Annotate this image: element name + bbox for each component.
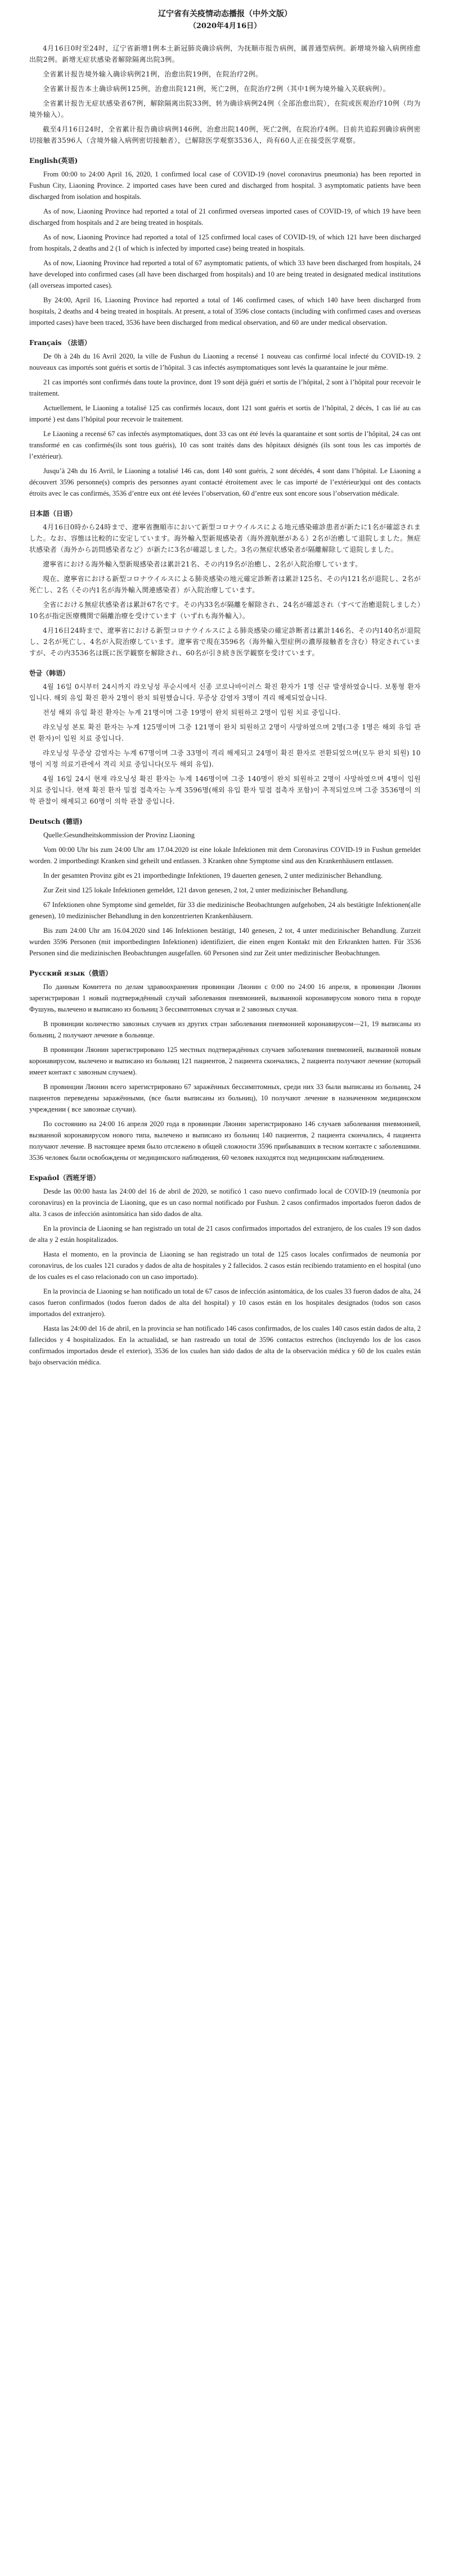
section-ru (29, 968, 421, 1163)
paragraph-zh: 全省累计报告境外输入确诊病例21例，治愈出院19例，在院治疗2例。 (43, 70, 263, 78)
paragraph-ja: 遼寧省における海外輸入型新規感染者は累計21名、その内19名が治癒し、2名が入院治療しています。 (43, 560, 362, 568)
document-date: （2020年4月16日） (188, 22, 262, 30)
paragraph-zh: 4月16日0时至24时，辽宁省新增1例本土新冠肺炎确诊病例，为抚顺市报告病例，属普通型病例。新增境外输入病例痊愈出院2例。新增无症状感染者解除隔离出院3例。 (29, 44, 421, 64)
section-heading-ja: 日本語（日语） (29, 510, 77, 518)
paragraph-ru: По состоянию на 24:00 16 апреля 2020 года в провинции Ляонин зарегистрировано 146 случаев заболевания пневмонией, вызванной коронавирусом нового типа, вылечено и выписано из больниц 140 пациентов, 2 пациента скончались, 4 пациента получают лечение. В настоящее время было отслежено в общей сложности 3596 прибывавших в тесном контакте с заболевшими. 3536 человек были освобождены от медицинского наблюдения, 60 человек находятся под медицинским наблюдением. (29, 1120, 421, 1162)
paragraph-es: Desde las 00:00 hasta las 24:00 del 16 de abril de 2020, se notificó 1 caso nuevo confirmado local de COVID-19 (neumonía por coronavirus) en la provincia de Liaoning, que es un caso normal notificado por Fushun. 2 casos confirmados importados fueron dados de alta. 3 casos de infección asintomática han sido dados de alta. (29, 1187, 421, 1218)
paragraph-fr: 21 cas importés sont confirmés dans toute la province, dont 19 sont déjà guéri et sortis de l’hôpital, 2 sont à l’hôpital pour recevoir le traitement. (29, 378, 421, 397)
paragraph-fr: Actuellement, le Liaoning a totalisé 125 cas confirmés locaux, dont 121 sont guéris et sortis de l’hôpital, 2 décès, 1 cas lié au cas importé ) est dans l’hôpital pour recevoir le traitement. (29, 404, 421, 423)
paragraph-en: As of now, Liaoning Province had reported a total of 67 asymptomatic patients, of which 33 have been discharged from hospitals, 24 have developed into confirmed cases (all have been discharged from hospitals) and 10 are being treated in designated medical institutions (all overseas imported cases). (29, 259, 421, 289)
paragraph-ko: 전성 해외 유입 확진 환자는 누계 21명이며 그중 19명이 완치 퇴원하고 2명이 입원 치료 중입니다. (43, 709, 341, 716)
section-en (29, 155, 421, 328)
section-heading-ko: 한글（韩语） (29, 669, 70, 677)
section-fr (29, 337, 421, 499)
paragraph-de: Vom 00:00 Uhr bis zum 24:00 Uhr am 17.04.2020 ist eine lokale Infektionen mit dem Coronavirus COVID-19 in Fushun gemeldet worden. 2 importbedingt Kranken sind geheilt und entlassen. 3 Kranken ohne Symptome sind aus den Krankenhäusern entlassen. (29, 846, 421, 865)
paragraph-ru: В провинции количество завозных случаев из других стран заболевания пневмонией коронавирусом—21, 19 выписаны из больниц, 2 получают лечение в больнице. (29, 1020, 421, 1039)
paragraph-ja: 全省における無症状感染者は累計67名です。その内33名が隔離を解除され、24名が確認され（すべて治癒退院しました）10名が指定医療機関で隔離治療を受けています（いずれも海外輸入）。 (29, 601, 421, 620)
paragraph-ru: В провинции Ляонин зарегистрировано 125 местных подтверждённых случаев заболевания пневмонией, вызванной новым коронавирусом, вылечено и выписано из больниц 121 пациентов, 2 пациента скончались, 2 пациента получают лечение (который имеет контакт с завозным случаем). (29, 1046, 421, 1076)
section-es (29, 1172, 421, 1368)
paragraph-ja: 現在、遼寧省における新型コロナウイルスによる肺炎感染の地元確定診断者は累計125名、その内121名が退院し、2名が死亡し、2名（その内1名が海外輸入関連感染者）が入院治療しています。 (29, 575, 421, 594)
paragraph-ko: 랴오닝성 무증상 감염자는 누계 67명이며 그중 33명이 격리 해제되고 24명이 확진 환자로 전환되었으며(모두 완치 퇴원) 10명이 지정 의료기관에서 격리 치료 중입니다(모두 해외 유입). (29, 749, 421, 768)
paragraph-de: Quelle:Gesundheitskommission der Provinz Liaoning (43, 831, 195, 839)
paragraph-ja: 4月16日24時まで、遼寧省における新型コロナウイルスによる肺炎感染の確定診断者は累計146名、その内140名が退院し、2名が死亡し、4名が入院治療しています。遼寧省で現在3596名（海外輸入型症例の濃厚接触者を含む）特定されていますが、その内3536名は既に医学観察を解除され、60名が引き続き医学観察を受けています。 (29, 627, 421, 657)
paragraph-ko: 4월 16일 24시 현재 랴오닝성 확진 환자는 누계 146명이며 그중 140명이 완치 퇴원하고 2명이 사망하였으며 4명이 입원 치료 중입니다. 현재 확진 환자 밀접 접촉자는 누계 3596명(해외 유입 환자 밀접 접촉자 포함)이 추적되었으며 그중 3536명이 의학 관찰이 해제되고 60명이 의학 관찰 중입니다. (29, 775, 421, 805)
paragraph-en: From 00:00 to 24:00 April 16, 2020, 1 confirmed local case of COVID-19 (novel coronavirus pneumonia) has been reported in Fushun City, Liaoning Province. 2 imported cases have been cured and discharged from hospital. 3 asymptomatic patients have been discharged from isolation and hospitals. (29, 170, 421, 201)
section-heading-en: English(英语) (29, 157, 78, 165)
paragraph-en: As of now, Liaoning Province had reported a total of 21 confirmed overseas imported cases of COVID-19, of which 19 have been discharged from hospitals and 2 are being treated in hospitals. (29, 207, 421, 226)
paragraph-de: Bis zum 24:00 Uhr am 16.04.2020 sind 146 Infektionen bestätigt, 140 genesen, 2 tot, 4 unter medizinischer Behandlung. Zurzeit wurden 3596 Personen (mit importbedingten Infektionen) identifiziert, die einen engen Kontakt mit den Erkrankten hatten. Für 3536 Personen sind die medizinischen Beobachtungen ausgefallen. 60 Personen sind zur Zeit unter medizinischer Beobachtungen. (29, 927, 421, 957)
section-ko (29, 668, 421, 807)
document-title: 辽宁省有关疫情动态播报（中外文版） (158, 10, 292, 19)
paragraph-fr: De 0h à 24h du 16 Avril 2020, la ville de Fushun du Liaoning a recensé 1 nouveau cas confirmé local infecté du COVID-19. 2 nouveaux cas importés sont guéris et sortis de l’hôpital. 3 cas infectés asymptomatiques sont levés la quarantaine le jour même. (29, 352, 421, 371)
section-ja (29, 508, 421, 659)
paragraph-de: In der gesamten Provinz gibt es 21 importbedingte Infektionen, 19 dauerten genesen, 2 unter medizinischer Behandlung. (43, 872, 383, 879)
paragraph-es: En la provincia de Liaoning se han registrado un total de 21 casos confirmados importados del extranjero, de los cuales 19 son dados de alta y 2 están hospitalizados. (29, 1224, 421, 1244)
paragraph-ja: 4月16日0時から24時まで、遼寧省撫順市において新型コロナウイルスによる地元感染確診患者が新たに1名が確認されました。なお、容態は比較的に安定しています。海外輸入型新規感染者（海外渡航歴がある）2名が治癒して退院しました。無症状感染者（海外から訪問感染者など）が新たに3名が確認しました。3名の無症状感染者が隔離解除して退院しました。 (29, 523, 421, 554)
paragraph-fr: Le Liaoning a recensé 67 cas infectés asymptomatiques, dont 33 cas ont été levés la quarantaine et sont sortis de l’hôpital, 24 cas ont transformé en cas confirmés(ils sont tous guéris), 10 cas sont traités dans des hôpitaux désignés (ils sont tous les cas importés de l’extérieur). (29, 430, 421, 460)
section-heading-de: Deutsch (德语) (29, 818, 83, 826)
paragraph-zh: 全省累计报告本土确诊病例125例，治愈出院121例，死亡2例，在院治疗2例（其中1例为境外输入关联病例）。 (43, 85, 390, 93)
paragraph-ru: По данным Комитета по делам здравоохранения провинции Ляонин с 0:00 по 24:00 16 апреля, в провинции Ляонин зарегистрирован 1 новый подтверждённый случай заболевания пневмонией, вызванной коронавирусом нового типа в городе Фушунь, вылечено и выписано из больниц 3 бессимптомных случая и 2 завозных случая. (29, 983, 421, 1013)
paragraph-es: Hasta el momento, en la provincia de Liaoning se han registrado un total de 125 casos locales confirmados de neumonía por coronavirus, de los cuales 121 curados y dados de alta de hospitales y 2 fallecidos. 2 casos están recibiendo tratamiento en el hospital (uno de los cuales es el caso relacionado con un caso importado). (29, 1250, 421, 1281)
paragraph-ko: 랴오닝성 본토 확진 환자는 누계 125명이며 그중 121명이 완치 퇴원하고 2명이 사망하였으며 2명(그중 1명은 해외 유입 관련 환자)이 입원 치료 중입니다. (29, 723, 421, 742)
section-de (29, 816, 421, 959)
paragraph-ko: 4월 16일 0시부터 24시까지 랴오닝성 푸순시에서 신종 코로나바이러스 확진 환자가 1명 신규 발생하였습니다. 보통형 환자입니다. 해외 유입 확진 환자 2명이 완치 퇴원했습니다. 무증상 감염자 3명이 격리 해제되었습니다. (29, 683, 421, 702)
paragraph-de: Zur Zeit sind 125 lokale Infektionen gemeldet, 121 davon genesen, 2 tot, 2 unter medizinischer Behandlung. (43, 886, 349, 894)
section-heading-es: Español（西班牙语） (29, 1174, 100, 1182)
paragraph-zh: 截至4月16日24时，全省累计报告确诊病例146例，治愈出院140例，死亡2例，在院治疗4例。目前共追踪到确诊病例密切接触者3596人（含境外输入病例密切接触者），已解除医学观察3536人，尚有60人正在接受医学观察。 (29, 125, 421, 144)
paragraph-es: Hasta las 24:00 del 16 de abril, en la provincia se han notificado 146 casos confirmados, de los cuales 140 casos están dados de alta, 2 fallecidos y 4 hospitalizados. En la actualidad, se han rastreado un total de 3596 contactos estrechos (incluyendo los de los casos confirmados importados desde el exterior), 3536 de los cuales han sido dados de alta de la observación médica y 60 de los cuales están bajo observación médica. (29, 1325, 421, 1366)
paragraph-de: 67 Infektionen ohne Symptome sind gemeldet, für 33 die medizinische Beobachtungen aufgehoben, 24 als bestätigte Infektionen(alle genesen), 10 medizinischer Behandlung in den konzentrierten Krankenhäusern. (29, 901, 421, 920)
bulletin-document (29, 0, 421, 1382)
section-heading-fr: Français （法语） (29, 339, 91, 347)
language-sections (29, 43, 421, 1368)
paragraph-en: As of now, Liaoning Province had reported a total of 125 confirmed local cases of COVID-19, of which 121 have been discharged from hospitals, 2 deaths and 2 (1 of which is infected by imported case) being treated in hospitals. (29, 233, 421, 252)
paragraph-zh: 全省累计报告无症状感染者67例，解除隔离出院33例，转为确诊病例24例（全部治愈出院），在院或医观治疗10例（均为境外输入）。 (29, 99, 421, 119)
section-zh (29, 43, 421, 146)
paragraph-es: En la provincia de Liaoning se han notificado un total de 67 casos de infección asintomática, de los cuales 33 fueron dados de alta, 24 casos fueron confirmados (todos fueron dados de alta del hospital) y 10 casos están en los hospitales designados (todos son casos importados del extranjero). (29, 1287, 421, 1318)
paragraph-ru: В провинции Ляонин всего зарегистрировано 67 заражённых бессимптомных, среди них 33 были выписаны из больниц, 24 пациентов переведены заражёнными, (все были выписаны из больниц), 10 получают лечение в назначенном медицинском учреждении ( все завозные случаи). (29, 1083, 421, 1113)
paragraph-en: By 24:00, April 16, Liaoning Province had reported a total of 146 confirmed cases, of which 140 have been discharged from hospitals, 2 deaths and 4 being treated in hospitals. At present, a total of 3596 close contacts (including with confirmed cases and overseas imported cases) have been traced, 3536 have been discharged from medical observation, and 60 are under medical observation. (29, 296, 421, 326)
paragraph-fr: Jusqu’à 24h du 16 Avril, le Liaoning a totalisé 146 cas, dont 140 sont guéris, 2 sont décédés, 4 sont dans l’hôpital. Le Liaoning a découvert 3596 personne(s) compris des personnes ayant contacté étroitement avec le cas importé de l’extérieur)qui ont des contacts étroits avec le cas confirmés, 3536 d’entre eux ont été levées l’observation, 60 d’entre eux sont encore sous l’observation médicale. (29, 467, 421, 497)
section-heading-ru: Русский язык（俄语） (29, 969, 112, 977)
